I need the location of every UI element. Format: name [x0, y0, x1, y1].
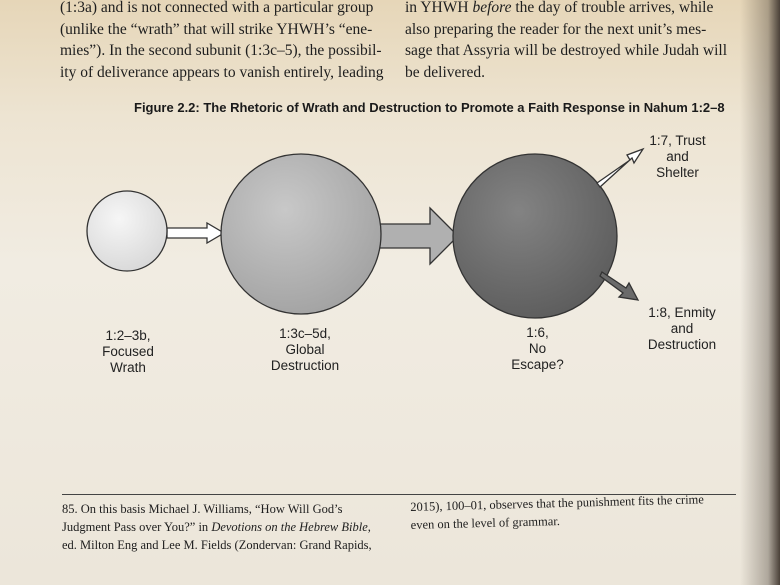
body-line: (1:3a) and is not connected with a particular group: [60, 0, 374, 16]
label-line: Destruction: [270, 358, 340, 373]
label-line: 1:7, Trust: [649, 133, 706, 148]
arrow-global-to-noescape: [378, 208, 458, 264]
label-line: Shelter: [656, 165, 699, 180]
footnote-left-column: [62, 500, 392, 554]
footnote-line: 2015), 100–01, observes that the punishment fits the crime: [410, 492, 705, 514]
label-line: 1:6,: [526, 325, 549, 340]
body-text-span: the day of trouble arrives, while: [511, 0, 714, 16]
arrow-focused-to-global: [167, 223, 224, 243]
body-line: mies”). In the second subunit (1:3c–5), the possibil-: [60, 42, 382, 59]
body-text-span: in YHWH: [405, 0, 473, 16]
footnote-line: ed. Milton Eng and Lee M. Fields (Zondervan: Grand Rapids,: [62, 538, 372, 552]
circle-focused-wrath: [87, 191, 167, 271]
body-line: (unlike the “wrath” that will strike YHWH’s “ene-: [60, 20, 373, 38]
body-text-italic: before: [472, 0, 512, 16]
footnote-line: even on the level of grammar.: [410, 514, 561, 532]
label-line: Escape?: [511, 357, 564, 372]
footnote-book-title: Devotions on the Hebrew Bible: [211, 520, 368, 534]
footnote-text-span: ,: [367, 520, 371, 534]
label-no-escape: [490, 325, 585, 373]
body-line: ity of deliverance appears to vanish entirely, leading: [60, 63, 384, 81]
body-line: also preparing the reader for the next unit’s mes-: [405, 20, 707, 38]
label-line: 1:8, Enmity: [648, 305, 716, 320]
arrow-to-enmity-destruction: [600, 272, 638, 300]
label-line: 1:3c–5d,: [279, 326, 331, 341]
figure-title: Figure 2.2: The Rhetoric of Wrath and Destruction to Promote a Faith Response in Nahum 1:2–8: [134, 100, 725, 115]
label-line: Destruction: [647, 337, 717, 352]
footnote-line: [62, 518, 392, 536]
label-line: No: [528, 341, 547, 356]
label-line: Focused: [102, 344, 154, 359]
label-trust-shelter: [630, 133, 725, 181]
footnote-line: 85. On this basis Michael J. Williams, “How Will God’s: [62, 502, 343, 516]
label-line: Global: [285, 342, 325, 357]
label-line: and: [670, 321, 694, 336]
circle-no-escape: [453, 154, 617, 318]
label-line: Wrath: [110, 360, 146, 375]
footnote-text-span: Judgment Pass over You?” in: [62, 520, 212, 534]
body-line: be delivered.: [405, 63, 486, 81]
label-focused-wrath: [78, 328, 178, 376]
label-line: and: [666, 149, 689, 164]
label-line: 1:2–3b,: [105, 328, 151, 343]
label-global-destruction: [250, 326, 360, 374]
body-line: sage that Assyria will be destroyed while Judah will: [405, 42, 727, 59]
circle-global-destruction: [221, 154, 381, 314]
label-enmity-destruction: [632, 305, 732, 353]
